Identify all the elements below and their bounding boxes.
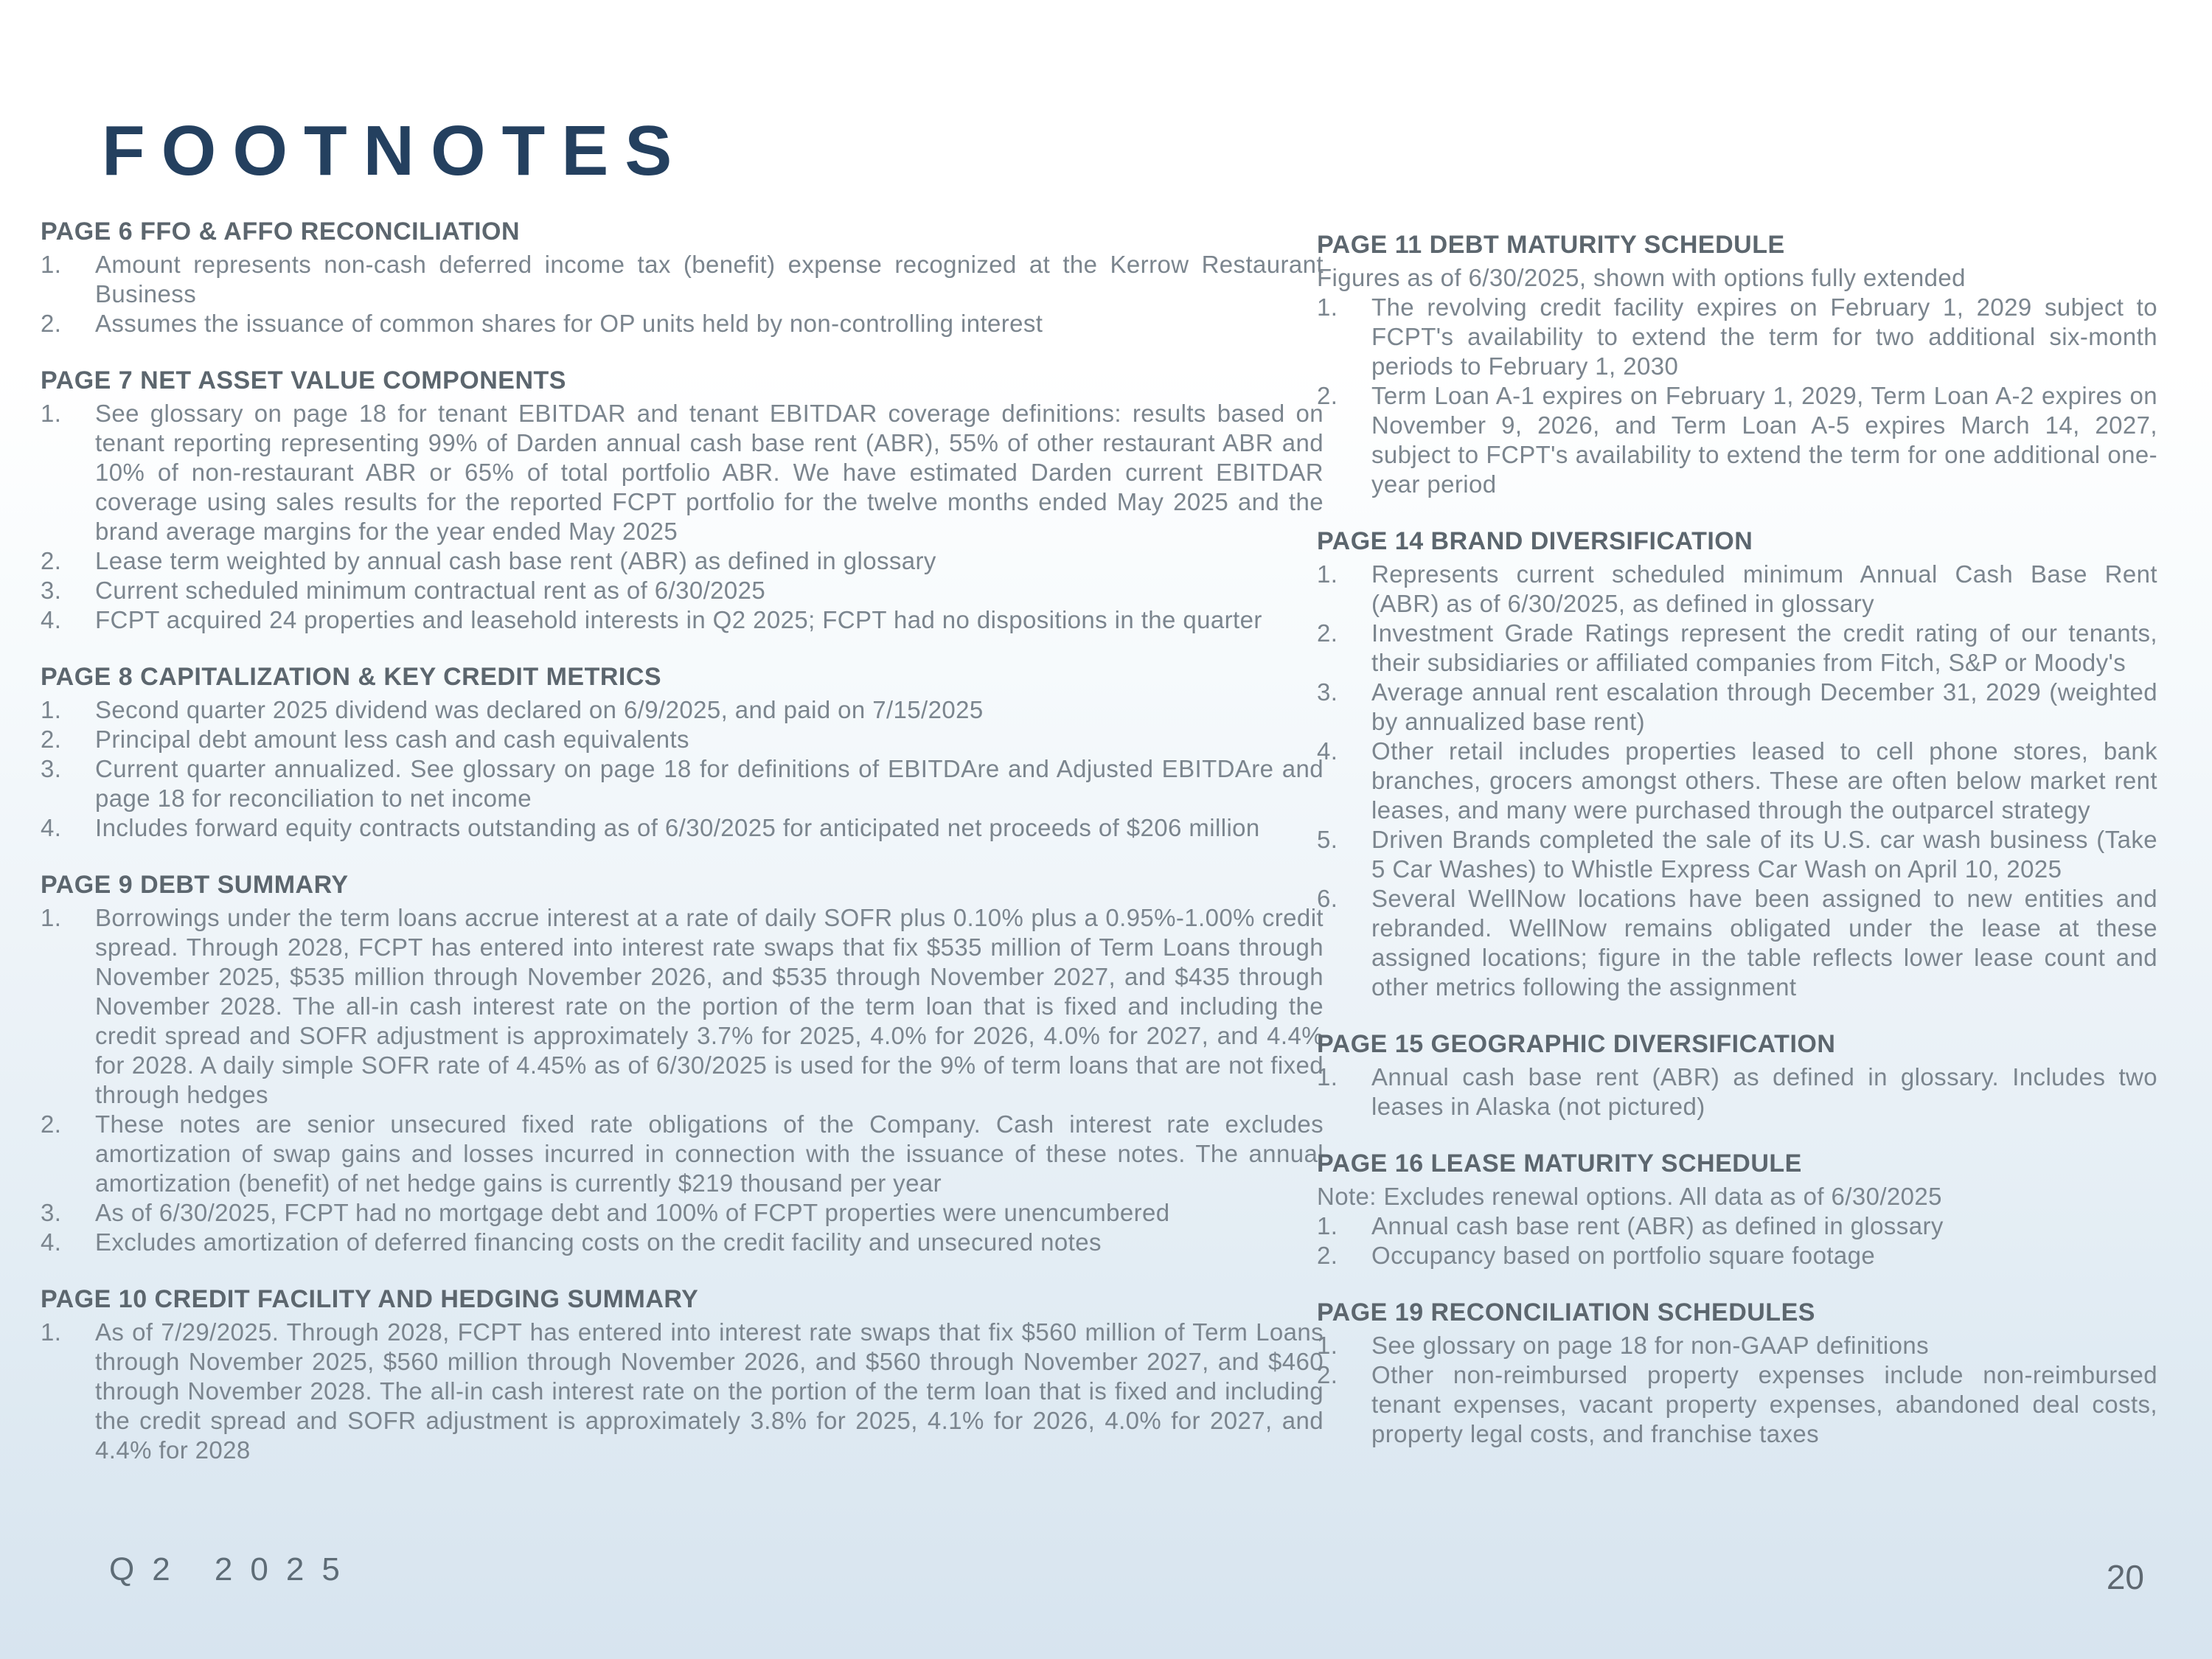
footnote-item: [1317, 884, 2157, 1002]
footnote-text: These notes are senior unsecured fixed rate obligations of the Company. Cash interest rate excludes amortization of swap gains and losses incurred in connection with the issuance of these notes. The annual amortization (benefit) of net hedge gains is currently $219 thousand per year: [95, 1110, 1324, 1197]
section-note: Figures as of 6/30/2025, shown with options fully extended: [1317, 264, 1966, 291]
footnote-item: [1317, 293, 2157, 381]
footnote-text: Driven Brands completed the sale of its U.S. car wash business (Take 5 Car Washes) to Whistle Express Car Wash on April 10, 2025: [1371, 826, 2157, 883]
footnote-item: [41, 250, 1324, 309]
footnote-list: [1317, 1331, 2157, 1449]
footnote-text: Other non-reimbursed property expenses include non-reimbursed tenant expenses, vacant property expenses, abandoned deal costs, property legal costs, and franchise taxes: [1371, 1361, 2157, 1447]
footnote-item: [41, 813, 1324, 843]
footnote-number: 1.: [41, 904, 62, 931]
footnote-text: Excludes amortization of deferred financing costs on the credit facility and unsecured notes: [95, 1228, 1102, 1256]
footnote-item: [1317, 1211, 2157, 1241]
footnote-list: [41, 903, 1324, 1257]
section-header: PAGE 19 RECONCILIATION SCHEDULES: [1317, 1298, 1815, 1326]
footnote-section: [41, 216, 1324, 338]
footnote-text: As of 7/29/2025. Through 2028, FCPT has entered into interest rate swaps that fix $560 million of Term Loans through November 2025, $560 million through November 2026, and $560 through November 2027, and $460 through November 2028. The all-in cash interest rate on the portion of the term loan that is fixed and including the credit spread and SOFR adjustment is approximately 3.8% for 2025, 4.1% for 2026, 4.0% for 2027, and 4.4% for 2028: [95, 1318, 1324, 1464]
footnote-number: 3.: [41, 1199, 62, 1226]
footnote-item: [1317, 560, 2157, 619]
section-header: PAGE 11 DEBT MATURITY SCHEDULE: [1317, 231, 1785, 259]
footnote-text: Borrowings under the term loans accrue interest at a rate of daily SOFR plus 0.10% plus a 0.95%-1.00% credit spread. Through 2028, FCPT has entered into interest rate swaps that fix $535 million of Term Loans through November 2025, $535 million through November 2026, and $535 through November 2027, and $435 through November 2028. The all-in cash interest rate on the portion of the term loan that is fixed and including the credit spread and SOFR adjustment is approximately 3.7% for 2025, 4.0% for 2026, 4.0% for 2027, and 4.4% for 2028. A daily simple SOFR rate of 4.45% as of 6/30/2025 is used for the 9% of term loans that are not fixed through hedges: [95, 904, 1324, 1108]
section-header: PAGE 6 FFO & AFFO RECONCILIATION: [41, 218, 521, 246]
footnote-text: As of 6/30/2025, FCPT had no mortgage debt and 100% of FCPT properties were unencumbered: [95, 1199, 1170, 1226]
footnote-item: [1317, 825, 2157, 884]
footnote-text: FCPT acquired 24 properties and leasehold interests in Q2 2025; FCPT had no dispositions in the quarter: [95, 606, 1262, 633]
footnote-item: [41, 605, 1324, 635]
section-header: PAGE 16 LEASE MATURITY SCHEDULE: [1317, 1150, 1802, 1178]
footnote-section: [1317, 1297, 2157, 1449]
footnote-text: Represents current scheduled minimum Annual Cash Base Rent (ABR) as of 6/30/2025, as defined in glossary: [1371, 560, 2157, 617]
footnote-number: 1.: [1317, 1332, 1338, 1359]
footnote-text: Occupancy based on portfolio square footage: [1371, 1242, 1876, 1269]
footnote-number: 2.: [1317, 382, 1338, 409]
footnote-section: [41, 365, 1324, 635]
footnote-number: 1.: [1317, 560, 1338, 588]
right-column: [1317, 229, 2157, 1449]
footnote-number: 2.: [1317, 619, 1338, 647]
section-header: PAGE 7 NET ASSET VALUE COMPONENTS: [41, 366, 566, 394]
section-note: Note: Excludes renewal options. All data as of 6/30/2025: [1317, 1183, 1942, 1210]
footnote-item: [1317, 1062, 2157, 1121]
footnote-number: 2.: [41, 310, 62, 337]
section-header: PAGE 10 CREDIT FACILITY AND HEDGING SUMMARY: [41, 1285, 699, 1313]
section-header: PAGE 14 BRAND DIVERSIFICATION: [1317, 527, 1753, 555]
footnote-text: Investment Grade Ratings represent the credit rating of our tenants, their subsidiaries or affiliated companies from Fitch, S&P or Moody's: [1371, 619, 2157, 676]
footnote-number: 3.: [41, 755, 62, 782]
footnote-text: Annual cash base rent (ABR) as defined in glossary: [1371, 1212, 1944, 1239]
footnote-item: [41, 903, 1324, 1110]
footnote-number: 4.: [41, 1228, 62, 1256]
footnote-section: [41, 1284, 1324, 1465]
footnote-number: 2.: [1317, 1242, 1338, 1269]
footnote-list: [41, 399, 1324, 635]
footer-page-number: 20: [2106, 1558, 2144, 1596]
footnote-list: [41, 250, 1324, 338]
footnote-number: 1.: [41, 696, 62, 723]
footnote-item: [1317, 1331, 2157, 1360]
footnote-list: [1317, 293, 2157, 499]
footer-quarter-label: Q2 2025: [109, 1551, 358, 1587]
footnote-number: 4.: [41, 606, 62, 633]
footnote-text: The revolving credit facility expires on February 1, 2029 subject to FCPT's availability to extend the term for two additional six-month periods to February 1, 2030: [1371, 293, 2157, 380]
section-header: PAGE 15 GEOGRAPHIC DIVERSIFICATION: [1317, 1030, 1836, 1058]
footnote-text: See glossary on page 18 for tenant EBITDAR and tenant EBITDAR coverage definitions: results based on tenant reporting representing 99% of Darden annual cash base rent (ABR), 55% of other restaurant ABR and 10% of non-restaurant ABR or 65% of total portfolio ABR. We have estimated Darden current EBITDAR coverage using sales results for the reported FCPT portfolio for the twelve months ended May 2025 and the brand average margins for the year ended May 2025: [95, 400, 1324, 545]
footnote-text: Term Loan A-1 expires on February 1, 2029, Term Loan A-2 expires on November 9, 2026, and Term Loan A-5 expires March 14, 2027, subject to FCPT's availability to extend the term for one additional one-year period: [1371, 382, 2157, 498]
footnote-text: Current scheduled minimum contractual rent as of 6/30/2025: [95, 577, 766, 604]
footnote-number: 1.: [1317, 1212, 1338, 1239]
footnote-item: [1317, 678, 2157, 737]
footnote-item: [1317, 381, 2157, 499]
footnote-item: [41, 1228, 1324, 1257]
footnote-item: [41, 1318, 1324, 1465]
footnote-number: 5.: [1317, 826, 1338, 853]
footnote-number: 1.: [41, 1318, 62, 1346]
footnote-section: [1317, 229, 2157, 499]
footnote-section: [41, 869, 1324, 1257]
footnote-number: 2.: [41, 1110, 62, 1138]
footnote-number: 1.: [1317, 1063, 1338, 1091]
footnote-number: 2.: [1317, 1361, 1338, 1388]
footnote-item: [41, 1198, 1324, 1228]
footnote-text: Several WellNow locations have been assigned to new entities and rebranded. WellNow remains obligated under the lease at these assigned locations; figure in the table reflects lower lease count and other metrics following the assignment: [1371, 885, 2157, 1001]
footnote-text: Amount represents non-cash deferred income tax (benefit) expense recognized at the Kerrow Restaurant Business: [95, 251, 1324, 307]
footnote-list: [41, 1318, 1324, 1465]
footnote-number: 3.: [1317, 678, 1338, 706]
footnote-number: 6.: [1317, 885, 1338, 912]
footnote-text: Second quarter 2025 dividend was declared on 6/9/2025, and paid on 7/15/2025: [95, 696, 984, 723]
footnote-item: [1317, 619, 2157, 678]
section-header: PAGE 9 DEBT SUMMARY: [41, 871, 349, 899]
footnote-item: [1317, 1360, 2157, 1449]
footnote-item: [1317, 1241, 2157, 1270]
footnote-section: [1317, 1148, 2157, 1270]
footnote-item: [41, 725, 1324, 754]
footnote-section: [1317, 1029, 2157, 1121]
footnote-text: Assumes the issuance of common shares for OP units held by non-controlling interest: [95, 310, 1043, 337]
footnote-item: [41, 695, 1324, 725]
footnote-list: [41, 695, 1324, 843]
footnote-text: See glossary on page 18 for non-GAAP definitions: [1371, 1332, 1930, 1359]
footnote-text: Annual cash base rent (ABR) as defined in glossary. Includes two leases in Alaska (not pictured): [1371, 1063, 2157, 1120]
footnote-text: Other retail includes properties leased to cell phone stores, bank branches, grocers amongst others. These are often below market rent leases, and many were purchased through the outparcel strategy: [1371, 737, 2157, 824]
footnote-number: 4.: [41, 814, 62, 841]
section-header: PAGE 8 CAPITALIZATION & KEY CREDIT METRICS: [41, 663, 662, 691]
footnote-list: [1317, 1062, 2157, 1121]
footnote-text: Principal debt amount less cash and cash equivalents: [95, 726, 689, 753]
footnote-text: Includes forward equity contracts outstanding as of 6/30/2025 for anticipated net proceeds of $206 million: [95, 814, 1260, 841]
footnote-list: [1317, 1211, 2157, 1270]
footnote-number: 2.: [41, 726, 62, 753]
footnote-number: 1.: [41, 251, 62, 278]
footnote-item: [41, 576, 1324, 605]
footnote-text: Average annual rent escalation through December 31, 2029 (weighted by annualized base rent): [1371, 678, 2157, 735]
page-title: FOOTNOTES: [102, 111, 689, 190]
footnote-item: [41, 754, 1324, 813]
footnote-text: Current quarter annualized. See glossary on page 18 for definitions of EBITDAre and Adjusted EBITDAre and page 18 for reconciliation to net income: [95, 755, 1324, 812]
footnote-number: 2.: [41, 547, 62, 574]
footnote-text: Lease term weighted by annual cash base rent (ABR) as defined in glossary: [95, 547, 936, 574]
footnote-item: [41, 1110, 1324, 1198]
footnote-number: 3.: [41, 577, 62, 604]
footnote-number: 4.: [1317, 737, 1338, 765]
footnote-number: 1.: [1317, 293, 1338, 321]
footnote-item: [41, 309, 1324, 338]
footnote-section: [1317, 526, 2157, 1002]
left-column: [41, 216, 1324, 1465]
footnote-item: [41, 546, 1324, 576]
footnote-item: [41, 399, 1324, 546]
footnote-section: [41, 661, 1324, 843]
footnote-list: [1317, 560, 2157, 1002]
footnote-number: 1.: [41, 400, 62, 427]
footnote-item: [1317, 737, 2157, 825]
